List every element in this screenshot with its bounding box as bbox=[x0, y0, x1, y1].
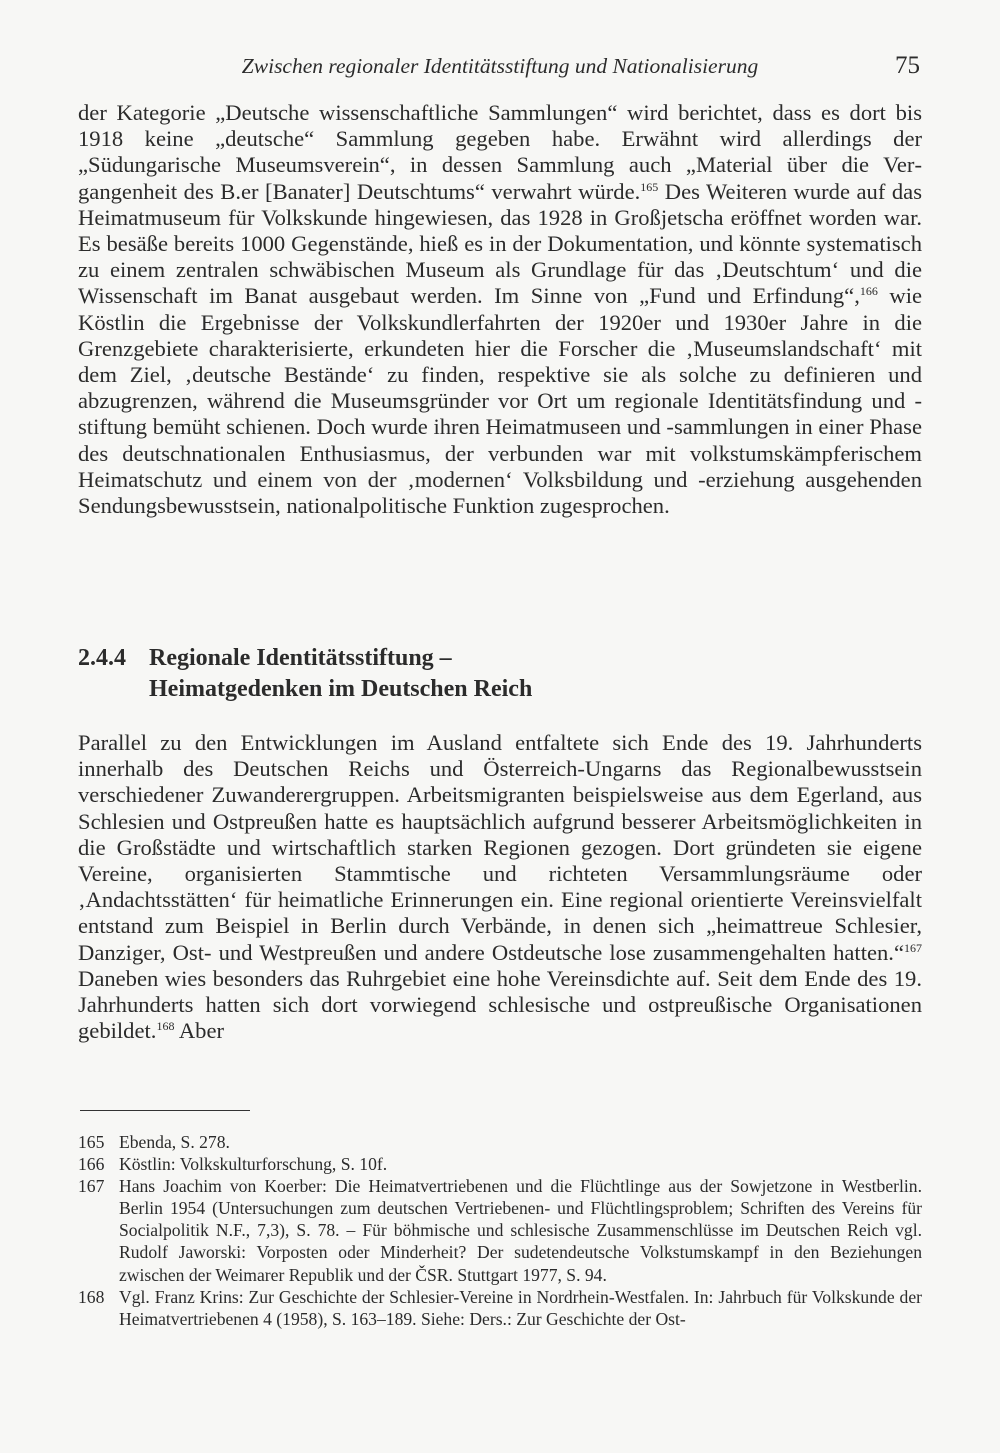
paragraph-text: wie Köstlin die Ergebnisse der Volkskundlerfahrten der 1920er und 1930er Jahre in die Grenzgebiete charakterisierte, erkundeten hier die Forscher die ‚Museumslandschaft‘ mit dem Ziel, ‚deutsche Bestände‘ zu finden, respektive sie als solche zu definieren und abzugrenzen, während die Museumsgründer vor Ort um regionale Identitätsfindung und -stiftung bemüht schienen. Doch wurde ihren Heimatmuseen und -sammlungen in einer Phase des deutschnationalen Enthusiasmus, der verbunden war mit volkstumskämpferischem Heimatschutz und einem von der ‚modernen‘ Volksbildung und -erziehung ausgehenden Sendungsbewusstsein, nationalpolitische Funktion zugesprochen. bbox=[78, 283, 922, 519]
paragraph-text: Aber bbox=[174, 1018, 225, 1044]
body-paragraph-2 bbox=[78, 730, 922, 1044]
running-head bbox=[78, 46, 922, 86]
footnote-167 bbox=[78, 1175, 922, 1285]
footnote-text: Ebenda, S. 278. bbox=[119, 1132, 230, 1152]
paragraph-text: Parallel zu den Entwicklungen im Ausland entfaltete sich Ende des 19. Jahrhunderts innerhalb des Deutschen Reichs und Österreich-Ungarns das Regionalbewusstsein verschiedener Zuwanderergruppen. Arbeitsmigranten beispielsweise aus dem Egerland, aus Schlesien und Ostpreußen hatte es hauptsächlich aufgrund besserer Arbeitsmöglichkeiten in die Großstädte und wirtschaftlich starken Regionen gezogen. Dort gründeten sie eigene Vereine, organisierten Stammtische und richteten Versammlungsräume oder ‚Andachtsstätten‘ für heimatliche Erinnerungen ein. Eine regional orientierte Vereinsvielfalt entstand zum Beispiel in Berlin durch Verbände, in denen sich „heimattreue Schlesier, Danziger, Ost- und Westpreußen und andere Ostdeutsche lose zusammengehalten hatten.“ bbox=[78, 730, 922, 965]
footnote-ref-166: 166 bbox=[859, 284, 878, 299]
footnote-ref-165: 165 bbox=[640, 179, 659, 194]
paragraph-text: Daneben wies besonders das Ruhrgebiet eine hohe Vereinsdichte auf. Seit dem Ende des 19. Jahrhunderts hatten sich dort vorwiegend schlesische und ostpreußische Organisationen gebildet. bbox=[78, 965, 922, 1044]
footnote-166 bbox=[78, 1153, 922, 1175]
footnote-separator bbox=[80, 1110, 250, 1111]
footnote-168 bbox=[78, 1286, 922, 1330]
running-head-title: Zwischen regionaler Identitätsstiftung und Nationalisierung bbox=[241, 54, 759, 78]
section-number: 2.4.4 bbox=[78, 645, 126, 671]
body-paragraph-1 bbox=[78, 100, 922, 519]
footnote-number: 166 bbox=[78, 1154, 105, 1175]
footnote-165 bbox=[78, 1131, 922, 1153]
footnote-ref-168: 168 bbox=[156, 1019, 175, 1034]
section-title-line-1: Regionale Identitätsstiftung – bbox=[149, 645, 452, 671]
footnote-text: Hans Joachim von Koerber: Die Heimatvertriebenen und die Flüchtlinge aus der Sowjetzone in Westberlin. Berlin 1954 (Untersuchungen zum deutschen Vertriebenen- und Flüchtlingsproblem; Schriften des Vereins für Socialpolitik N.F., 7,3), S. 78. – Für böhmische und schlesische Zusammenschlüsse im Deutschen Reich vgl. Rudolf Jaworski: Vorposten oder Minderheit? Der sudetendeutsche Volkstumskampf in den Beziehungen zwischen der Weimarer Republik und der ČSR. Stuttgart 1977, S. 94. bbox=[119, 1176, 922, 1285]
footnote-number: 165 bbox=[78, 1132, 105, 1152]
paragraph-text: Des Weiteren wurde auf das Heimatmuseum für Volkskunde hingewiesen, das 1928 in Großjetscha eröffnet worden war. Es besäße bereits 1000 Gegenstände, hieß es in der Dokumentation, und könnte systematisch zu einem zentralen schwäbischen Museum als Grundlage für das ‚Deutschtum‘ und die Wissenschaft im Banat ausgebaut werden. Im Sinne von „Fund und Erfindung“, bbox=[78, 178, 922, 309]
section-title-line-2: Heimatgedenken im Deutschen Reich bbox=[149, 676, 533, 702]
footnotes bbox=[78, 1131, 922, 1330]
footnote-number: 168 bbox=[78, 1286, 105, 1307]
paragraph-text: der Kategorie „Deutsche wissenschaftliche Sammlungen“ wird berichtet, dass es dort bis 1918 keine „deutsche“ Sammlung gegeben habe. Erwähnt wird allerdings der „Südungarische Museumsverein“, in dessen Sammlung auch „Material über die Vergangenheit des B.er [Banater] Deutschtums“ verwahrt würde. bbox=[78, 100, 922, 204]
footnote-text: Köstlin: Volkskulturforschung, S. 10f. bbox=[119, 1154, 388, 1175]
footnote-number: 167 bbox=[78, 1176, 105, 1197]
footnote-text: Vgl. Franz Krins: Zur Geschichte der Schlesier-Vereine in Nordrhein-Westfalen. In: Jahrbuch für Volkskunde der Heimatvertriebenen 4 (1958), S. 163–189. Siehe: Ders.: Zur Geschichte der Ost- bbox=[119, 1286, 922, 1329]
page-number: 75 bbox=[895, 52, 920, 79]
footnote-ref-167: 167 bbox=[904, 940, 922, 955]
